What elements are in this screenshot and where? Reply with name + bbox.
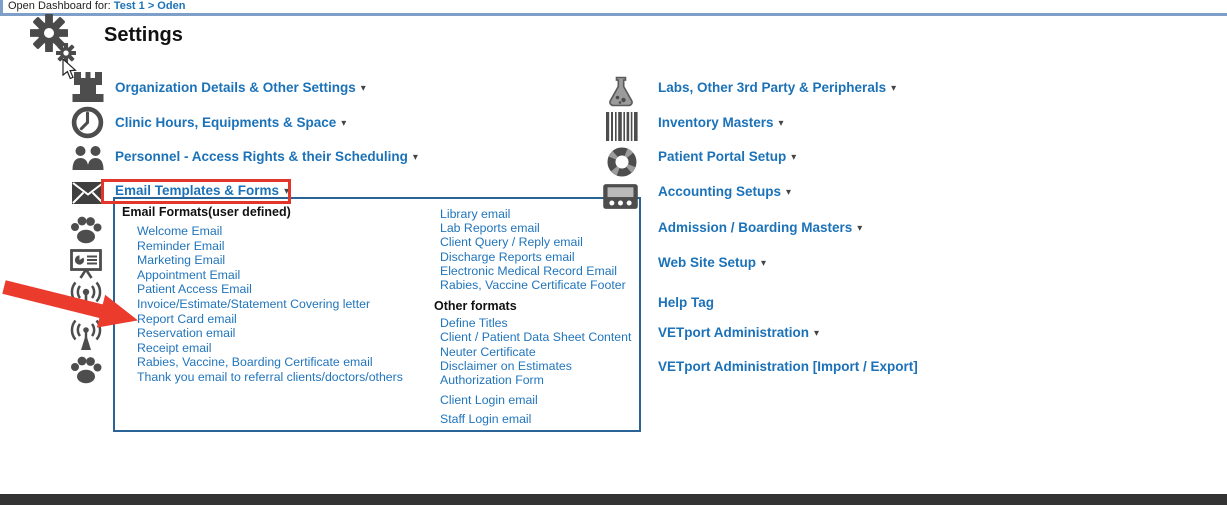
dropdown-item-discharge-reports-email[interactable]: Discharge Reports email <box>440 249 575 264</box>
menu-link[interactable]: Admission / Boarding Masters <box>658 220 853 235</box>
chevron-down-icon: ▾ <box>360 83 366 94</box>
menu-link[interactable]: Personnel - Access Rights & their Scheduling <box>115 149 408 164</box>
personnel-icon <box>70 142 106 174</box>
dropdown-item-client-login-email[interactable]: Client Login email <box>440 393 538 408</box>
topbar-accent-bar <box>0 0 3 13</box>
menu-item-clinic-hours[interactable] <box>115 114 346 132</box>
dropdown-item-receipt-email[interactable]: Receipt email <box>137 340 212 355</box>
lifering-icon <box>605 146 641 178</box>
mouse-cursor-icon <box>62 59 77 80</box>
chevron-down-icon: ▾ <box>778 118 784 129</box>
chevron-down-icon: ▾ <box>284 186 290 197</box>
menu-item-help-tag[interactable] <box>658 294 714 312</box>
dropdown-item-report-card-email[interactable]: Report Card email <box>137 311 237 326</box>
menu-link[interactable]: Web Site Setup <box>658 255 757 270</box>
other-formats-list <box>440 316 631 387</box>
open-dashboard-label <box>8 0 185 13</box>
dropdown-item-client-patient-data-sheet[interactable]: Client / Patient Data Sheet Content <box>440 330 632 345</box>
dropdown-item-welcome-email[interactable]: Welcome Email <box>137 224 223 238</box>
menu-item-vetport-import-export[interactable] <box>658 358 918 376</box>
dropdown-item-invoice-covering-letter[interactable]: Invoice/Estimate/Statement Covering letter <box>137 296 371 311</box>
chevron-down-icon: ▾ <box>786 187 792 198</box>
dropdown-item-rabies-boarding-certificate-email[interactable]: Rabies, Vaccine, Boarding Certificate email <box>137 355 373 370</box>
dropdown-section-header: Email Formats(user defined) <box>122 205 291 219</box>
dropdown-right-column <box>434 207 632 427</box>
chevron-down-icon: ▾ <box>891 83 897 94</box>
menu-item-personnel[interactable] <box>115 148 418 166</box>
menu-link[interactable]: VETport Administration <box>658 325 809 340</box>
flask-icon <box>604 76 640 108</box>
bottom-bar <box>0 494 1227 505</box>
menu-link[interactable]: Help Tag <box>658 295 715 310</box>
menu-link[interactable]: Accounting Setups <box>658 184 782 199</box>
chevron-down-icon: ▾ <box>761 258 767 269</box>
dropdown-item-rabies-certificate-footer[interactable]: Rabies, Vaccine Certificate Footer <box>440 277 626 292</box>
chevron-down-icon: ▾ <box>791 152 797 163</box>
red-arrow-annotation <box>0 265 160 335</box>
dropdown-item-lab-reports-email[interactable]: Lab Reports email <box>440 221 540 236</box>
login-emails-list <box>440 393 631 426</box>
dropdown-item-reminder-email[interactable]: Reminder Email <box>137 238 225 253</box>
dropdown-item-patient-access-email[interactable]: Patient Access Email <box>137 282 252 297</box>
dropdown-item-reservation-email[interactable]: Reservation email <box>137 326 236 341</box>
paw-icon <box>68 355 104 387</box>
dropdown-item-client-query-reply-email[interactable]: Client Query / Reply email <box>440 235 583 250</box>
dropdown-item-library-email[interactable]: Library email <box>440 207 511 221</box>
menu-link[interactable]: Organization Details & Other Settings <box>115 80 356 95</box>
menu-item-inventory-masters[interactable] <box>658 114 784 132</box>
menu-item-admission-boarding[interactable] <box>658 219 862 237</box>
chevron-down-icon: ▾ <box>857 223 863 234</box>
page-title: Settings <box>104 24 183 46</box>
highlight-box <box>101 179 291 204</box>
dashboard-context-link[interactable]: Test 1 > Oden <box>113 0 186 12</box>
menu-item-accounting-setups[interactable] <box>658 183 791 201</box>
menu-link[interactable]: VETport Administration [Import / Export] <box>658 359 918 374</box>
chevron-down-icon: ▾ <box>412 152 418 163</box>
chevron-down-icon: ▾ <box>814 328 820 339</box>
dropdown-item-marketing-email[interactable]: Marketing Email <box>137 253 226 268</box>
menu-item-patient-portal[interactable] <box>658 148 796 166</box>
dropdown-item-neuter-certificate[interactable]: Neuter Certificate <box>440 344 536 359</box>
dropdown-item-disclaimer-on-estimates[interactable]: Disclaimer on Estimates <box>440 358 572 373</box>
clock-icon <box>71 106 107 138</box>
dropdown-item-emr-email[interactable]: Electronic Medical Record Email <box>440 263 618 278</box>
menu-item-vetport-administration[interactable] <box>658 324 819 342</box>
top-bar <box>0 0 1227 13</box>
dropdown-item-define-titles[interactable]: Define Titles <box>440 316 508 331</box>
dropdown-item-authorization-form[interactable]: Authorization Form <box>440 372 544 387</box>
open-dashboard-text: Open Dashboard for: <box>8 0 111 12</box>
chevron-down-icon: ▾ <box>341 118 347 129</box>
paw-icon <box>68 215 104 247</box>
dropdown-item-staff-login-email[interactable]: Staff Login email <box>440 412 532 427</box>
menu-link[interactable]: Inventory Masters <box>658 115 774 130</box>
barcode-icon <box>605 111 641 143</box>
menu-item-organization-details[interactable] <box>115 79 366 97</box>
menu-link[interactable]: Patient Portal Setup <box>658 149 787 164</box>
email-formats-list <box>137 224 403 385</box>
menu-link[interactable]: Clinic Hours, Equipments & Space <box>115 115 337 130</box>
dropdown-section-header: Other formats <box>434 299 517 314</box>
menu-link[interactable]: Email Templates & Forms <box>115 183 280 198</box>
dropdown-item-appointment-email[interactable]: Appointment Email <box>137 267 241 282</box>
topbar-divider <box>0 13 1227 16</box>
dropdown-left-column <box>122 205 403 385</box>
calculator-icon <box>602 183 638 215</box>
menu-item-labs[interactable] <box>658 79 896 97</box>
email-formats-list-continued <box>440 207 631 292</box>
menu-item-web-site-setup[interactable] <box>658 254 766 272</box>
dropdown-item-thank-you-email[interactable]: Thank you email to referral clients/doctors/others <box>137 369 403 384</box>
menu-link[interactable]: Labs, Other 3rd Party & Peripherals <box>658 80 887 95</box>
